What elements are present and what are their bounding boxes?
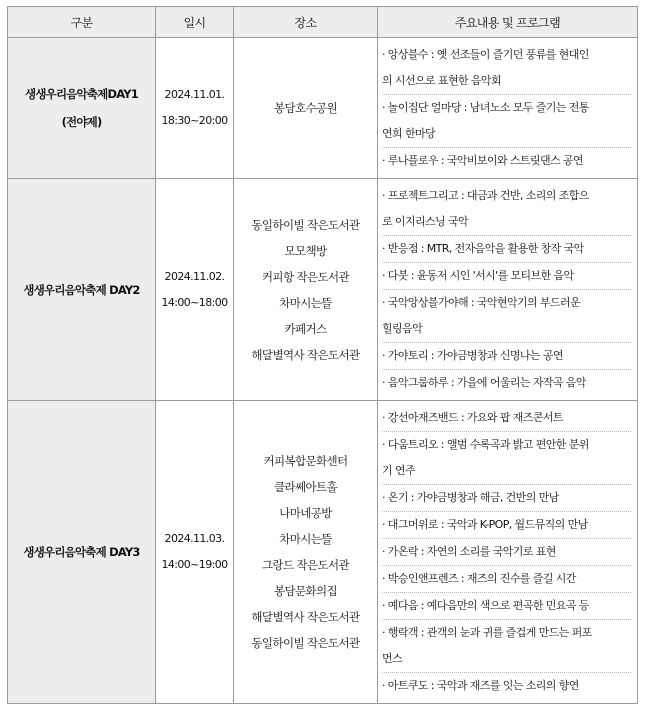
program-item — [382, 405, 631, 432]
place-name: 차마시는뜰 — [279, 295, 332, 310]
program-item — [382, 593, 631, 620]
place-name: 동일하이빌 작은도서관 — [251, 217, 360, 232]
program-text: · 가온락 : 자연의 소리를 국악기로 표현 — [382, 545, 556, 558]
place-cell — [234, 38, 378, 179]
program-item — [382, 290, 631, 343]
program-item — [382, 512, 631, 539]
table-row-day3 — [8, 401, 638, 704]
place-name: 모모책방 — [284, 243, 327, 258]
program-text: · 박승인앤프렌즈 : 재즈의 진수를 즐길 시간 — [382, 572, 576, 585]
category-title: 생생우리음악축제 DAY2 — [23, 282, 140, 297]
place-name: 그랑드 작은도서관 — [261, 558, 350, 572]
program-text: · 다붓 : 윤동저 시인 '서시'를 모티브한 음악 — [382, 269, 574, 282]
place-name: 동일하이빌 작은도서관 — [251, 636, 360, 650]
place-name: 커피복합문화센터 — [263, 454, 348, 468]
program-text: 힐링음악 — [382, 322, 423, 335]
place-name: 해달별역사 작은도서관 — [251, 610, 360, 624]
place-cell — [234, 401, 378, 704]
schedule-table-wrapper — [7, 6, 637, 704]
program-item — [382, 343, 631, 370]
category-cell — [8, 38, 156, 179]
header-datetime: 일시 — [156, 7, 234, 38]
category-cell — [8, 401, 156, 704]
header-programs: 주요내용 및 프로그램 — [378, 7, 638, 38]
program-item — [382, 485, 631, 512]
program-text: · 루나플로우 : 국악비보이와 스트릿댄스 공연 — [382, 154, 583, 167]
program-item — [382, 432, 631, 485]
program-item — [382, 95, 631, 148]
event-date: 2024.11.01. — [164, 88, 225, 101]
festival-schedule-table — [7, 6, 638, 704]
program-item — [382, 263, 631, 290]
place-cell — [234, 179, 378, 401]
program-text: · 강선아재즈밴드 : 가요와 팝 재즈콘서트 — [382, 411, 563, 424]
program-item — [382, 183, 631, 236]
place-name: 봉담문화의집 — [273, 584, 338, 598]
datetime-cell — [156, 401, 234, 704]
datetime-cell — [156, 38, 234, 179]
event-date: 2024.11.02. — [164, 269, 225, 283]
event-date: 2024.11.03. — [164, 532, 225, 545]
program-cell — [378, 401, 638, 704]
program-text: · 가야토리 : 가야금병창과 신명나는 공연 — [382, 349, 563, 362]
program-item — [382, 236, 631, 263]
header-category: 구분 — [8, 7, 156, 38]
program-text: 로 이지리스닝 국악 — [382, 215, 469, 228]
place-name: 카페거스 — [284, 321, 327, 336]
category-title: 생생우리음악축제DAY1 — [25, 87, 138, 101]
event-time: 14:00~19:00 — [161, 558, 228, 571]
program-text: 연희 한마당 — [382, 127, 436, 140]
header-place: 장소 — [234, 7, 378, 38]
program-text: · 다움트리오 : 앨범 수록곡과 밝고 편안한 분위 — [382, 438, 589, 451]
program-item — [382, 370, 631, 396]
category-cell — [8, 179, 156, 401]
datetime-cell — [156, 179, 234, 401]
program-text: · 행락객 : 관객의 눈과 귀를 즐겁게 만드는 퍼포 — [382, 626, 592, 639]
program-text: 의 시선으로 표현한 음악회 — [382, 74, 501, 87]
program-cell — [378, 38, 638, 179]
program-item — [382, 673, 631, 699]
table-row-day1 — [8, 38, 638, 179]
place-name: 해달별역사 작은도서관 — [251, 347, 360, 362]
program-text: · 온기 : 가야금병창과 해금, 건반의 만남 — [382, 491, 559, 504]
table-row-day2 — [8, 179, 638, 401]
category-subtitle: (전야제) — [61, 115, 102, 129]
place-name: 차마시는뜰 — [279, 532, 332, 546]
event-time: 14:00~18:00 — [161, 295, 228, 309]
program-text: · 프로젝트그리고 : 대금과 건반, 소리의 조합으 — [382, 189, 589, 202]
program-item — [382, 539, 631, 566]
program-text: 먼스 — [382, 652, 403, 665]
program-text: · 대그머위로 : 국악과 K-POP, 월드뮤직의 만남 — [382, 518, 588, 531]
program-text: · 반응점 : MTR, 전자음악을 활용한 창작 국악 — [382, 242, 584, 255]
place-name: 나마네공방 — [279, 506, 332, 520]
event-time: 18:30~20:00 — [161, 114, 228, 127]
program-text: 기 연주 — [382, 464, 415, 477]
program-text: · 음악그룹하루 : 가을에 어울리는 자작곡 음악 — [382, 376, 586, 389]
table-header-row — [8, 7, 638, 38]
place-name: 커피항 작은도서관 — [261, 269, 350, 284]
program-text: · 놀이집단 얼마당 : 남녀노소 모두 즐기는 전통 — [382, 101, 589, 114]
place-name: 봉담호수공원 — [273, 101, 338, 115]
program-item — [382, 42, 631, 95]
program-cell — [378, 179, 638, 401]
category-title: 생생우리음악축제 DAY3 — [23, 545, 140, 559]
program-item — [382, 620, 631, 673]
place-name: 클라쎄아트홀 — [273, 480, 338, 494]
program-item — [382, 566, 631, 593]
program-text: · 국악앙상블가야해 : 국악현악기의 부드러운 — [382, 296, 581, 309]
program-text: · 앙상블수 : 옛 선조들이 즐기던 풍류를 현대인 — [382, 48, 589, 61]
program-text: · 아트쿠도 : 국악과 재즈를 잇는 소리의 향연 — [382, 679, 579, 692]
program-text: · 예다음 : 예다음만의 색으로 편곡한 민요곡 등 — [382, 599, 589, 612]
program-item — [382, 148, 631, 174]
